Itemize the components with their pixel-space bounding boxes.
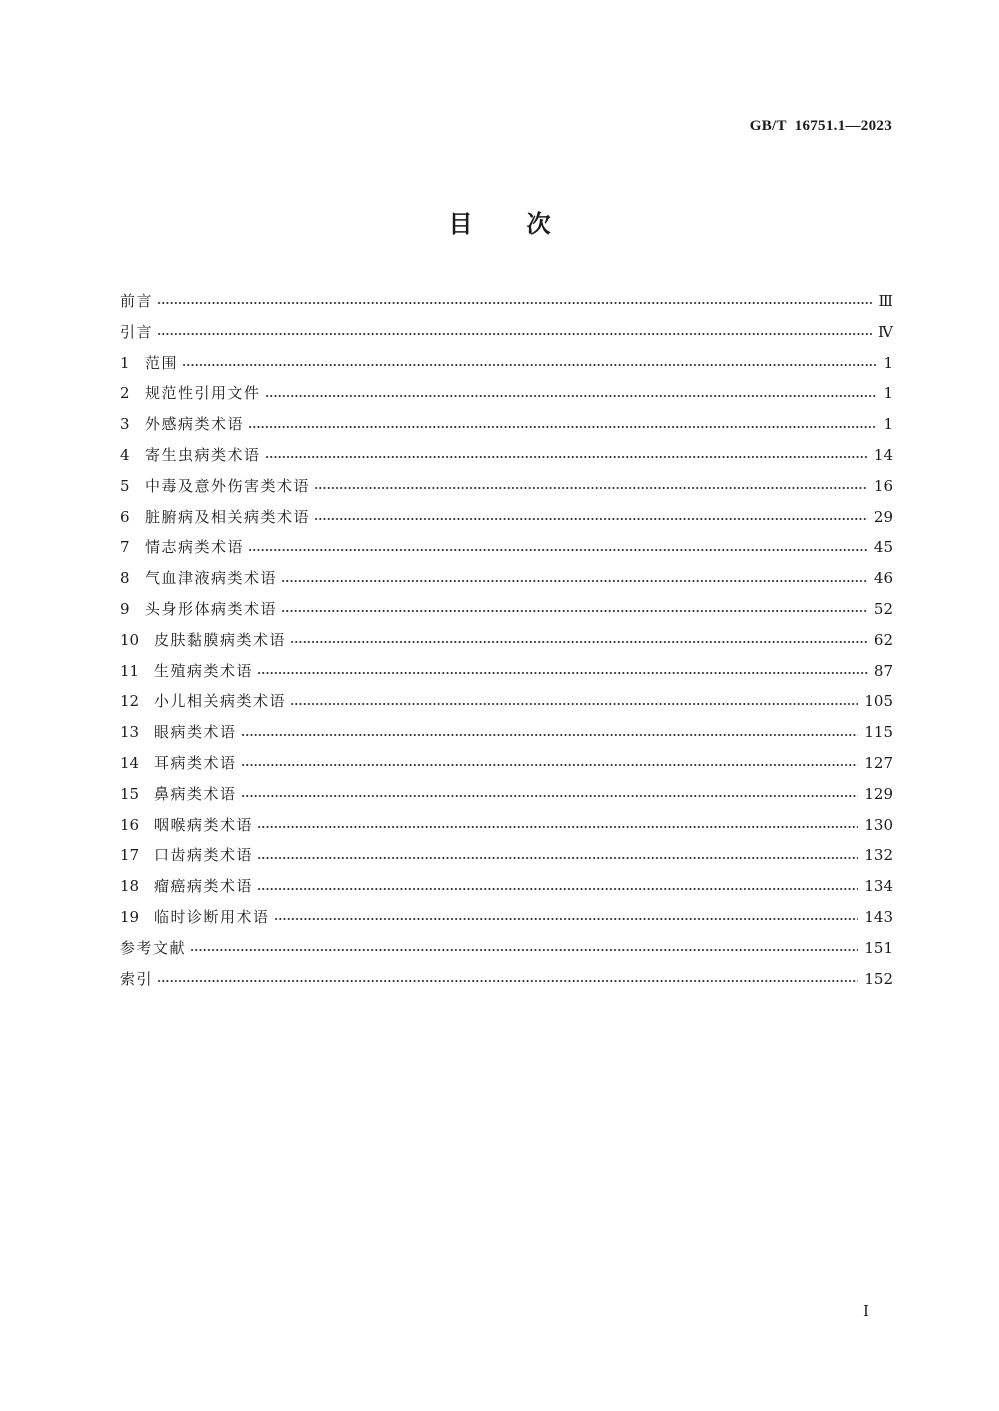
toc-entry[interactable] xyxy=(120,748,893,779)
toc-entry-label: 情志病类术语 xyxy=(145,538,245,557)
toc-entry-label: 脏腑病及相关病类术语 xyxy=(145,507,311,526)
toc-entry-label: 规范性引用文件 xyxy=(145,384,261,403)
toc-entry-label: 鼻病类术语 xyxy=(154,784,237,803)
toc-entry-number: 5 xyxy=(120,476,130,495)
dot-leader xyxy=(248,549,868,551)
dot-leader xyxy=(157,980,858,982)
toc-entry[interactable] xyxy=(120,286,893,317)
toc-entry-label: 索引 xyxy=(120,969,154,988)
toc-entry[interactable] xyxy=(120,840,893,871)
toc-entry-number: 17 xyxy=(120,846,140,865)
dot-leader xyxy=(157,302,873,304)
toc-entry-label: 引言 xyxy=(120,322,154,341)
toc-entry-label: 生殖病类术语 xyxy=(154,661,254,680)
toc-entry[interactable] xyxy=(120,625,893,656)
dot-leader xyxy=(248,426,877,428)
dot-leader xyxy=(257,888,858,890)
dot-leader xyxy=(241,795,859,797)
toc-entry-page: 45 xyxy=(873,538,893,557)
toc-entry-page: 143 xyxy=(864,907,893,926)
toc-entry-number: 10 xyxy=(120,630,140,649)
dot-leader xyxy=(257,857,858,859)
toc-entry-page: 14 xyxy=(873,445,893,464)
toc-entry-page: 151 xyxy=(864,938,893,957)
toc-entry-number: 19 xyxy=(120,907,140,926)
toc-entry[interactable] xyxy=(120,686,893,717)
toc-entry-page: 46 xyxy=(873,569,893,588)
toc-entry-page: 132 xyxy=(864,846,893,865)
toc-entry-number: 14 xyxy=(120,753,140,772)
toc-entry-page: 115 xyxy=(864,723,893,742)
toc-entry-label: 咽喉病类术语 xyxy=(154,815,254,834)
toc-entry-page: 52 xyxy=(873,599,893,618)
dot-leader xyxy=(241,764,859,766)
toc-entry-page: 127 xyxy=(864,753,893,772)
toc-entry-page: 62 xyxy=(873,630,893,649)
toc-entry[interactable] xyxy=(120,502,893,533)
toc-entry[interactable] xyxy=(120,779,893,810)
toc-entry-label: 临时诊断用术语 xyxy=(154,907,270,926)
toc-entry-number: 12 xyxy=(120,692,140,711)
toc-entry-label: 头身形体病类术语 xyxy=(145,599,278,618)
toc-entry-page: Ⅲ xyxy=(878,292,893,310)
toc-entry[interactable] xyxy=(120,409,893,440)
toc-entry[interactable] xyxy=(120,317,893,348)
toc-entry[interactable] xyxy=(120,471,893,502)
toc-entry-number: 18 xyxy=(120,877,140,896)
toc-entry-label: 皮肤黏膜病类术语 xyxy=(154,630,287,649)
page-title: 目次 xyxy=(448,210,605,238)
toc-entry-label: 眼病类术语 xyxy=(154,723,237,742)
dot-leader xyxy=(274,918,859,920)
toc-entry[interactable] xyxy=(120,871,893,902)
toc-entry-label: 气血津液病类术语 xyxy=(145,569,278,588)
dot-leader xyxy=(157,333,872,335)
toc-entry[interactable] xyxy=(120,440,893,471)
toc-entry[interactable] xyxy=(120,348,893,379)
standard-number: GB/T 16751.1—2023 xyxy=(749,118,892,134)
dot-leader xyxy=(281,580,868,582)
toc-entry-label: 中毒及意外伤害类术语 xyxy=(145,476,311,495)
toc-entry[interactable] xyxy=(120,656,893,687)
toc-entry-page: 1 xyxy=(883,353,893,372)
toc-entry-label: 瘤癌病类术语 xyxy=(154,877,254,896)
dot-leader xyxy=(290,703,858,705)
page-number: Ⅰ xyxy=(863,1304,869,1320)
toc-entry-number: 3 xyxy=(120,415,130,434)
dot-leader xyxy=(290,641,868,643)
toc-entry[interactable] xyxy=(120,902,893,933)
toc-entry-page: 16 xyxy=(873,476,893,495)
toc-entry[interactable] xyxy=(120,964,893,995)
toc-entry-number: 2 xyxy=(120,384,130,403)
toc-entry-label: 小儿相关病类术语 xyxy=(154,692,287,711)
toc-entry-page: 105 xyxy=(864,692,893,711)
toc-entry-page: 87 xyxy=(873,661,893,680)
table-of-contents xyxy=(120,286,893,994)
dot-leader xyxy=(265,456,868,458)
toc-entry-number: 9 xyxy=(120,599,130,618)
toc-entry[interactable] xyxy=(120,563,893,594)
dot-leader xyxy=(314,518,868,520)
toc-entry-page: 1 xyxy=(883,415,893,434)
dot-leader xyxy=(314,487,868,489)
dot-leader xyxy=(265,395,877,397)
toc-entry-number: 1 xyxy=(120,353,130,372)
toc-entry-label: 范围 xyxy=(145,353,179,372)
toc-entry-label: 前言 xyxy=(120,292,154,310)
toc-entry-label: 外感病类术语 xyxy=(145,415,245,434)
toc-entry-number: 11 xyxy=(120,661,140,680)
toc-entry-number: 13 xyxy=(120,723,140,742)
dot-leader xyxy=(182,364,877,366)
toc-entry[interactable] xyxy=(120,717,893,748)
dot-leader xyxy=(281,610,868,612)
toc-entry-number: 8 xyxy=(120,569,130,588)
toc-entry-page: 152 xyxy=(864,969,893,988)
dot-leader xyxy=(257,672,868,674)
toc-entry-number: 6 xyxy=(120,507,130,526)
toc-entry-label: 耳病类术语 xyxy=(154,753,237,772)
dot-leader xyxy=(257,826,858,828)
toc-entry-page: 129 xyxy=(864,784,893,803)
toc-entry[interactable] xyxy=(120,810,893,841)
toc-entry-number: 4 xyxy=(120,445,130,464)
toc-entry-page: 1 xyxy=(883,384,893,403)
toc-entry-label: 寄生虫病类术语 xyxy=(145,445,261,464)
dot-leader xyxy=(241,734,859,736)
toc-entry-number: 7 xyxy=(120,538,130,557)
toc-entry-page: 134 xyxy=(864,877,893,896)
dot-leader xyxy=(190,949,858,951)
toc-entry-page: Ⅳ xyxy=(878,322,893,341)
toc-entry-page: 29 xyxy=(873,507,893,526)
toc-entry-number: 16 xyxy=(120,815,140,834)
toc-entry-label: 参考文献 xyxy=(120,938,187,957)
toc-entry[interactable] xyxy=(120,594,893,625)
toc-entry[interactable] xyxy=(120,378,893,409)
toc-entry-page: 130 xyxy=(864,815,893,834)
toc-entry-label: 口齿病类术语 xyxy=(154,846,254,865)
toc-entry-number: 15 xyxy=(120,784,140,803)
toc-entry[interactable] xyxy=(120,933,893,964)
toc-entry[interactable] xyxy=(120,532,893,563)
